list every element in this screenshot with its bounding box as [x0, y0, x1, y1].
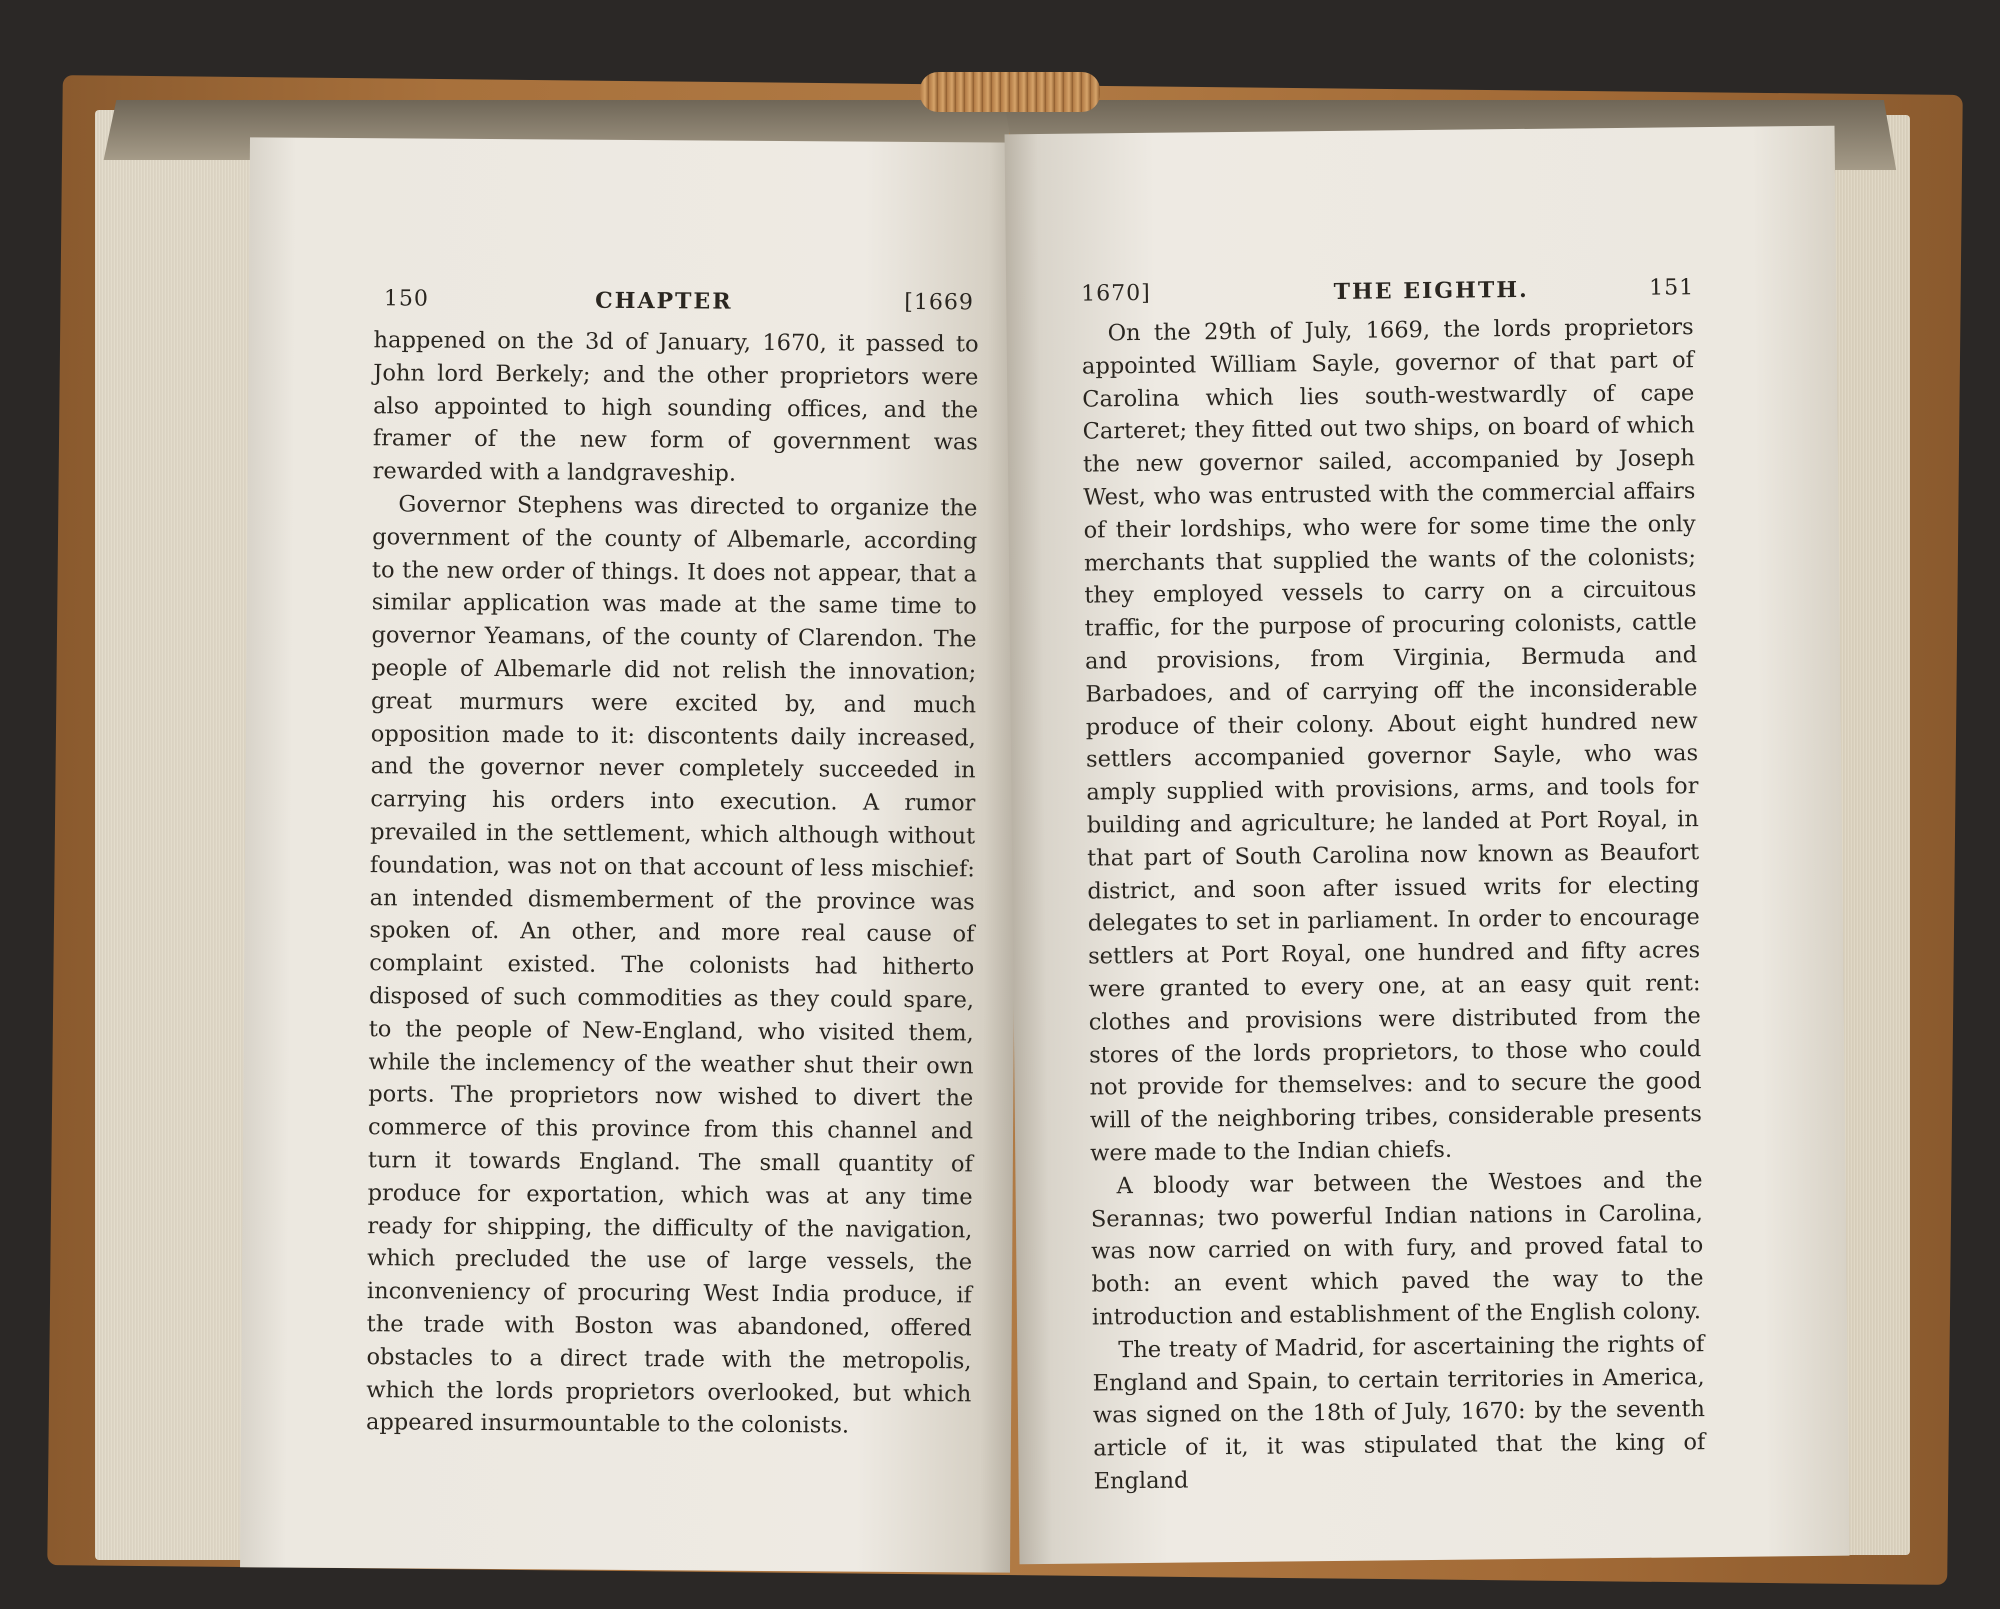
year-marker: [1669 — [904, 289, 974, 316]
running-title: THE EIGHTH. — [1333, 276, 1529, 305]
page-edges-left — [95, 110, 255, 1560]
paragraph: The treaty of Madrid, for ascertaining the rights of England and Spain, to certain territories in America, was signed on the 18th of July, 1670: by the seventh article of it, it was stipulated that the king of England — [1092, 1330, 1706, 1495]
paragraph: happened on the 3d of January, 1670, it passed to John lord Berkely; and the other proprietors were also appointed to high sounding offices, and the framer of the new form of government was rewarded with a landgraveship. — [372, 327, 979, 487]
left-page-body — [366, 324, 979, 1443]
page-number: 150 — [383, 286, 429, 312]
right-page-body — [1081, 311, 1705, 1498]
page-number: 151 — [1649, 275, 1695, 301]
running-title: CHAPTER — [595, 287, 733, 315]
right-page — [1005, 126, 1850, 1565]
right-page-header — [1006, 274, 1836, 317]
paragraph: Governor Stephens was directed to organize the government of the county of Albemarle, according to the new order of things. It does not appear, that a similar application was made at the same time to governor Yeamans, of the county of Clarendon. The people of Albemarle did not relish the innovation; great murmurs were excited by, and much opposition made to it: discontents daily increased, and the governor never completely succeeded in carrying his orders into execution. A rumor prevailed in the settlement, which although without foundation, was not on that account of less mischief: an intended dismemberment of the province was spoken of. An other, and more real cause of complaint existed. The colonists had hitherto disposed of such commodities as they could spare, to the people of New-England, who visited them, while the inclemency of the weather shut their own ports. The proprietors now wished to divert the commerce of this province from this channel and turn it towards England. The small quantity of produce for exportation, which was at any time ready for shipping, the difficulty of the navigation, which precluded the use of large vessels, the inconveniency of procuring West India produce, if the trade with Boston was abandoned, offered obstacles to a direct trade with the metropolis, which the lords proprietors overlooked, but which appeared insurmountable to the colonists. — [365, 491, 978, 1439]
left-page — [240, 137, 1020, 1572]
headband — [920, 72, 1100, 112]
left-page-header — [249, 285, 1019, 324]
paragraph: On the 29th of July, 1669, the lords proprietors appointed William Sayle, governor of that part of Carolina which lies south-westwardly of cape Carteret; they fitted out two ships, on board of which the new governor sailed, accompanied by Joseph West, who was entrusted with the commercial affairs of their lordships, who were for some time the only merchants that supplied the wants of the colonists; they employed vessels to carry on a circuitous traffic, for the purpose of procuring colonists, cattle and provisions, from Virginia, Bermuda and Barbadoes, and of carrying off the inconsiderable produce of their colony. About eight hundred new settlers accompanied governor Sayle, who was amply supplied with provisions, arms, and tools for building and agriculture; he landed at Port Royal, in that part of South Carolina now known as Beaufort district, and soon after issued writs for electing delegates to set in parliament. In order to encourage settlers at Port Royal, one hundred and fifty acres were granted to every one, at an easy quit rent: clothes and provisions were distributed from the stores of the lords proprietors, to those who could not provide for themselves: and to secure the good will of the neighboring tribes, considerable presents were made to the Indian chiefs. — [1081, 314, 1702, 1167]
year-marker: 1670] — [1081, 280, 1151, 307]
paragraph: A bloody war between the Westoes and the Serannas; two powerful Indian nations in Carolina, was now carried on with fury, and proved fatal to both: an event which paved the way to the introduction and establishment of the English colony. — [1090, 1166, 1704, 1331]
